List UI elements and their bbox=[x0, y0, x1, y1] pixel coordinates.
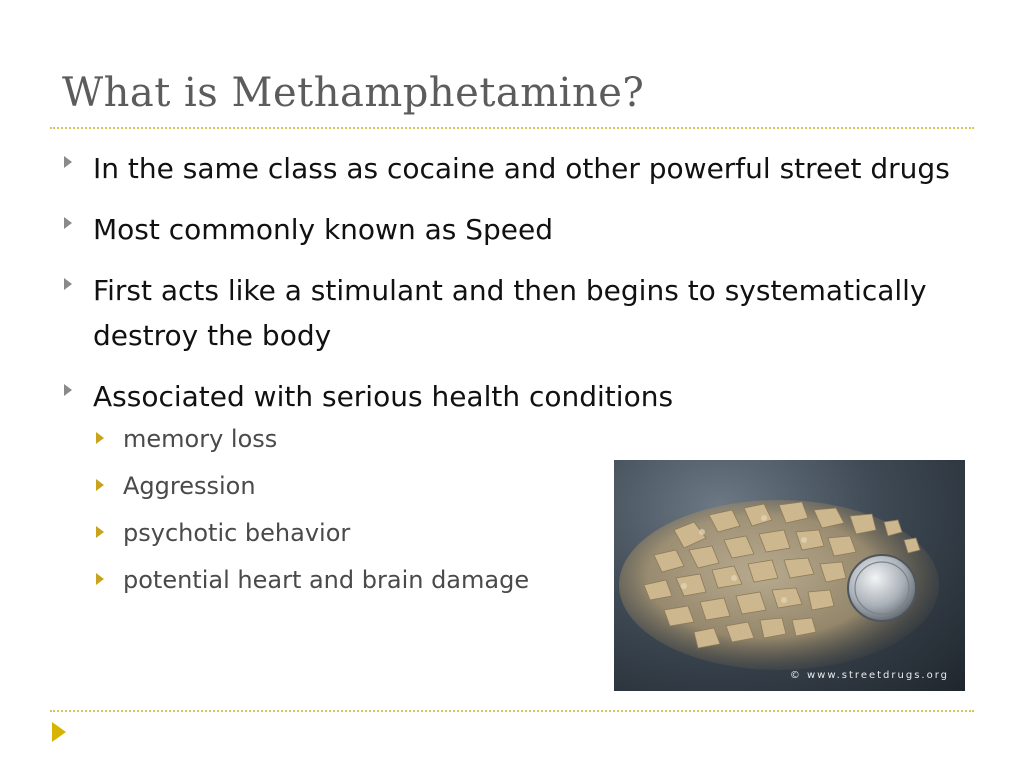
sub-bullet-arrow-icon bbox=[96, 479, 104, 491]
sub-bullet-text: psychotic behavior bbox=[123, 519, 351, 547]
sub-bullet-arrow-icon bbox=[96, 573, 104, 585]
photo-credit: © www.streetdrugs.org bbox=[789, 670, 949, 681]
sub-bullet-arrow-icon bbox=[96, 526, 104, 538]
bullet-item bbox=[60, 268, 980, 358]
bullet-item bbox=[60, 146, 980, 191]
sub-bullet-text: Aggression bbox=[123, 472, 256, 500]
sub-bullet-arrow-icon bbox=[96, 432, 104, 444]
crystal-pile-illustration bbox=[614, 460, 965, 691]
bullet-arrow-icon bbox=[64, 217, 72, 229]
bullet-text: First acts like a stimulant and then begins to systematically destroy the body bbox=[93, 274, 927, 352]
title-divider bbox=[50, 127, 974, 129]
next-slide-arrow-icon[interactable] bbox=[52, 722, 66, 742]
methamphetamine-crystals-photo bbox=[614, 460, 965, 691]
sub-bullet-text: memory loss bbox=[123, 425, 278, 453]
sub-bullet-text: potential heart and brain damage bbox=[123, 566, 530, 594]
bullet-arrow-icon bbox=[64, 384, 72, 396]
bullet-text: Associated with serious health conditions bbox=[93, 380, 674, 413]
bullet-arrow-icon bbox=[64, 278, 72, 290]
bullet-text: In the same class as cocaine and other powerful street drugs bbox=[93, 152, 950, 185]
bullet-text: Most commonly known as Speed bbox=[93, 213, 554, 246]
bullet-item bbox=[60, 207, 980, 252]
slide-title: What is Methamphetamine? bbox=[62, 70, 645, 116]
bullet-arrow-icon bbox=[64, 156, 72, 168]
coin-icon bbox=[848, 555, 916, 621]
footer-divider bbox=[50, 710, 974, 712]
